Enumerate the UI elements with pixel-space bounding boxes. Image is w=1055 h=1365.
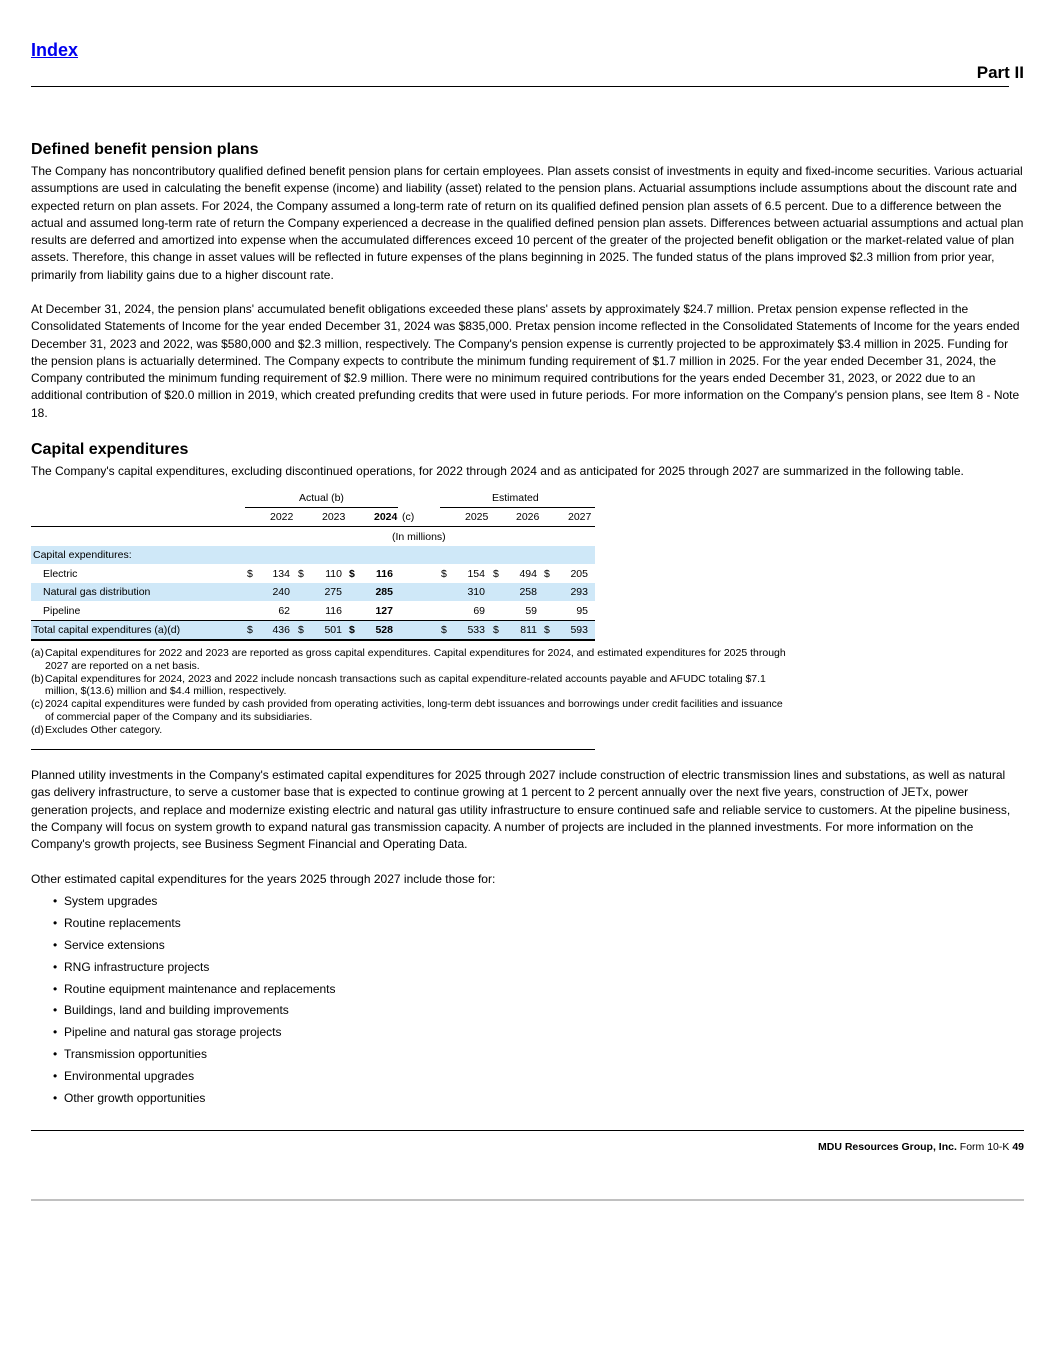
bullet-icon: • <box>53 981 58 996</box>
header-divider <box>31 86 1009 87</box>
row-label: Capital expenditures: <box>33 549 132 561</box>
capex-section-title: Capital expenditures <box>31 441 189 458</box>
footer-form: Form 10-K <box>959 1141 1010 1153</box>
value-cell: 494 <box>519 568 537 580</box>
index-link[interactable]: Index <box>31 40 79 60</box>
list-item-text: RNG infrastructure projects <box>64 959 210 974</box>
part-label: Part II <box>976 63 1024 82</box>
bullet-icon: • <box>53 1003 58 1018</box>
footnote <box>31 673 791 699</box>
dollar-sign: $ <box>441 568 447 580</box>
footnote <box>31 647 791 673</box>
footnote <box>31 698 791 724</box>
value-cell: 69 <box>473 605 485 617</box>
table-row <box>31 565 595 583</box>
list-item <box>53 1023 336 1045</box>
pension-paragraph-1: The Company has noncontributory qualified defined benefit pension plans for certain employees. Plan assets consist of investments in equity and fixed-income securities. Various actuarial assumptions are used in calculating the benefit expense (income) and liability (asset) related to the pension plans. Actuarial assumptions include assumptions about the discount rate and expected return on plan assets. For 2024, the Company assumed a long-term rate of return on its qualified defined pension plan assets of 6.5 percent. Due to a difference between the actual and assumed long-term rate of return the Company experienced a decrease in the qualified defined pension plan assets. Differences between actuarial assumptions and actual plan results are deferred and amortized into expense when the accumulated differences exceed 10 percent of the greater of the projected benefit obligation or the market-related value of plan assets. Therefore, this change in asset values will be reflected in future expenses of the plans beginning in 2025. The funded status of the plans improved $2.3 million from prior year, primarily from liability gains due to a higher discount rate. <box>31 164 1024 282</box>
row-label: Natural gas distribution <box>43 586 151 598</box>
dollar-sign: $ <box>493 568 499 580</box>
dollar-sign: $ <box>349 568 355 580</box>
value-cell: 293 <box>570 586 588 598</box>
row-label: Total capital expenditures (a)(d) <box>33 624 181 636</box>
value-cell: 310 <box>467 586 485 598</box>
value-cell: 205 <box>570 568 588 580</box>
list-item <box>53 1001 336 1023</box>
footnote-text: Excludes Other category. <box>45 723 163 736</box>
col-year-2023: 2023 <box>322 511 346 523</box>
value-cell: 116 <box>325 605 342 617</box>
dollar-sign: $ <box>349 624 355 636</box>
dollar-sign: $ <box>298 568 304 580</box>
col-year-2025: 2025 <box>465 511 489 523</box>
bullet-icon: • <box>53 937 58 952</box>
estimated-header-rule <box>440 507 595 508</box>
col-year-2024-note: (c) <box>402 511 415 523</box>
list-item <box>53 980 336 1002</box>
table-row <box>31 602 595 620</box>
dollar-sign: $ <box>298 624 304 636</box>
list-item <box>53 936 336 958</box>
footnote <box>31 724 791 737</box>
table-row <box>31 546 595 564</box>
footer-company: MDU Resources Group, Inc. <box>818 1141 957 1153</box>
col-year-2027: 2027 <box>568 511 592 523</box>
list-item-text: Other growth opportunities <box>64 1091 206 1106</box>
group-header-actual: Actual (b) <box>299 492 344 504</box>
row-label: Electric <box>43 568 78 580</box>
units-label: (In millions) <box>392 531 446 543</box>
value-cell: 528 <box>375 624 393 636</box>
table-row-total <box>31 621 595 639</box>
dollar-sign: $ <box>493 624 499 636</box>
value-cell: 258 <box>519 586 537 598</box>
planned-investments-paragraph: Planned utility investments in the Company's estimated capital expenditures for 2025 through 2027 include construction of electric transmission lines and substations, as well as natural gas delivery infrastructure, to serve a customer base that is expected to continue growing at 1 percent to 2 percent annually over the next five years, construction of JETx, power generation projects, and replace and modernize existing electric and natural gas utility infrastructure to ensure continued safe and reliable service to customers. At the pipeline business, the Company will focus on system growth to expand natural gas transmission capacity. A number of projects are included in the planned investments. For more information on the Company's growth projects, see Business Segment Financial and Operating Data. <box>31 768 1011 852</box>
value-cell: 127 <box>375 605 393 617</box>
footnote-text: Capital expenditures for 2022 and 2023 are reported as gross capital expenditures. Capital expenditures for 2024, and estimated expenditures for 2025 through 2027 are reported on a net basis. <box>45 647 786 672</box>
value-cell: 154 <box>467 568 485 580</box>
dollar-sign: $ <box>441 624 447 636</box>
total-bottom-rule <box>31 639 595 641</box>
value-cell: 275 <box>324 586 342 598</box>
other-capex-list <box>53 892 336 1111</box>
col-year-2022: 2022 <box>270 511 294 523</box>
list-item <box>53 1067 336 1089</box>
footer-page-number: 49 <box>1012 1141 1024 1153</box>
bullet-icon: • <box>53 1025 58 1040</box>
bullet-icon: • <box>53 1091 58 1106</box>
pension-section-title: Defined benefit pension plans <box>31 141 259 158</box>
value-cell: 62 <box>278 605 290 617</box>
value-cell: 811 <box>520 624 537 636</box>
table-row <box>31 583 595 601</box>
list-item-text: Environmental upgrades <box>64 1069 195 1084</box>
bullet-icon: • <box>53 1069 58 1084</box>
other-capex-intro: Other estimated capital expenditures for the years 2025 through 2027 include those for: <box>31 872 496 886</box>
capex-table <box>31 490 595 640</box>
bullet-icon: • <box>53 959 58 974</box>
list-item-text: Transmission opportunities <box>64 1047 207 1062</box>
bullet-icon: • <box>53 1047 58 1062</box>
capex-intro: The Company's capital expenditures, excluding discontinued operations, for 2022 through 2024 and as anticipated for 2025 through 2027 are summarized in the following table. <box>31 464 964 478</box>
table-footnotes <box>31 647 791 737</box>
footnote-key: (a) <box>31 647 44 659</box>
value-cell: 593 <box>570 624 588 636</box>
list-item-text: Routine equipment maintenance and replacements <box>64 981 336 996</box>
value-cell: 59 <box>525 605 537 617</box>
list-item <box>53 1045 336 1067</box>
dollar-sign: $ <box>247 624 253 636</box>
footnote-key: (b) <box>31 672 44 685</box>
group-header-estimated: Estimated <box>492 492 539 504</box>
list-item-text: Service extensions <box>64 937 165 952</box>
dollar-sign: $ <box>544 624 550 636</box>
list-item <box>53 892 336 914</box>
list-item-text: System upgrades <box>64 894 158 908</box>
col-year-2026: 2026 <box>516 511 540 523</box>
value-cell: 110 <box>325 568 342 580</box>
pension-paragraph-2: At December 31, 2024, the pension plans' accumulated benefit obligations exceeded these plans' assets by approximately $24.7 million. Pretax pension expense reflected in the Consolidated Statements of Income for the year ended December 31, 2024 was $835,000. Pretax pension income reflected in the Consolidated Statements of Income for the years ended December 31, 2023 and 2022, was $580,000 and $2.3 million, respectively. The Company's pension expense is currently projected to be approximately $3.4 million in 2025. Funding for the pension plans is actuarially determined. The Company expects to contribute the minimum funding requirement of $1.7 million in 2025. For the year ended December 31, 2024, the Company contributed the minimum funding requirement of $2.9 million. There were no minimum required contributions for the years ended December 31, 2023, or 2022 due to an additional contribution of $20.0 million in 2019, which created prefunding credits that were used in future periods. For more information on the Company's pension plans, see Item 8 - Note 18. <box>31 302 1020 420</box>
value-cell: 134 <box>272 568 290 580</box>
list-item <box>53 1089 336 1111</box>
value-cell: 436 <box>272 624 290 636</box>
actual-header-rule <box>245 507 398 508</box>
bullet-icon: • <box>53 915 58 930</box>
list-item-text: Pipeline and natural gas storage projects <box>64 1025 282 1040</box>
list-item-text: Routine replacements <box>64 915 181 930</box>
list-item-text: Buildings, land and building improvements <box>64 1003 289 1018</box>
dollar-sign: $ <box>544 568 550 580</box>
value-cell: 95 <box>576 605 588 617</box>
list-item <box>53 958 336 980</box>
page-footer <box>818 1141 1024 1153</box>
footnote-text: 2024 capital expenditures were funded by cash provided from operating activities, long-term debt issuances and borrowings under credit facilities and issuance of commercial paper of the Company and its subsidiaries. <box>45 698 783 723</box>
col-year-2024: 2024 <box>374 511 398 523</box>
footnote-key: (c) <box>31 698 44 711</box>
bullet-icon: • <box>53 894 58 908</box>
list-item <box>53 914 336 936</box>
row-label: Pipeline <box>43 605 81 617</box>
footnotes-divider <box>31 749 595 750</box>
page-bottom-divider <box>31 1199 1024 1201</box>
footnote-text: Capital expenditures for 2024, 2023 and 2022 include noncash transactions such as capital expenditure-related accounts payable and AFUDC totaling $7.1 million, $(13.6) million and $4.4 million, respectively. <box>45 672 766 698</box>
value-cell: 501 <box>324 624 342 636</box>
footnote-key: (d) <box>31 723 44 736</box>
footer-divider <box>31 1130 1024 1131</box>
value-cell: 285 <box>375 586 393 598</box>
column-header-rule <box>31 526 595 527</box>
value-cell: 116 <box>376 568 393 580</box>
value-cell: 533 <box>467 624 485 636</box>
value-cell: 240 <box>272 586 290 598</box>
dollar-sign: $ <box>247 568 253 580</box>
